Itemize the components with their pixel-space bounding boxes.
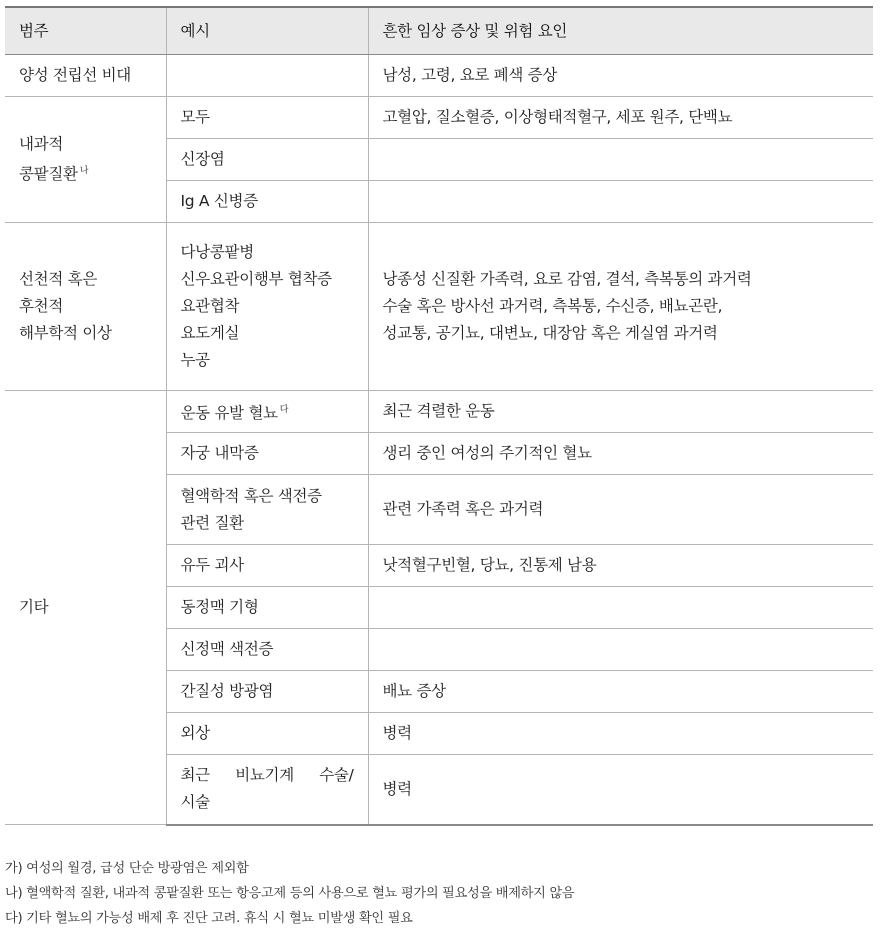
example-cell: 신정맥 색전증 bbox=[166, 629, 368, 671]
header-category: 범주 bbox=[5, 7, 166, 55]
symptom-cell: 남성, 고령, 요로 폐색 증상 bbox=[368, 55, 873, 97]
table-row bbox=[5, 223, 873, 391]
header-example: 예시 bbox=[166, 7, 368, 55]
hematuria-causes-table bbox=[5, 6, 873, 826]
symptom-cell: 병력 bbox=[368, 713, 873, 755]
footnote-ga: 가) 여성의 월경, 급성 단순 방광염은 제외함 bbox=[5, 861, 249, 876]
category-cell bbox=[5, 97, 166, 223]
example-cell bbox=[166, 391, 368, 433]
symptom-cell bbox=[368, 181, 873, 223]
symptom-cell: 배뇨 증상 bbox=[368, 671, 873, 713]
example-cell: 간질성 방광염 bbox=[166, 671, 368, 713]
footnote-da: 다) 기타 혈뇨의 가능성 배제 후 진단 고려. 휴식 시 혈뇨 미발생 확인 필요 bbox=[5, 911, 413, 926]
footnote-na: 나) 혈액학적 질환, 내과적 콩팥질환 또는 항응고제 등의 사용으로 혈뇨 평가의 필요성을 배제하지 않음 bbox=[5, 886, 575, 901]
symptom-cell bbox=[368, 139, 873, 181]
symptom-cell: 병력 bbox=[368, 755, 873, 825]
symptom-cell: 관련 가족력 혹은 과거력 bbox=[368, 475, 873, 545]
example-cell: 외상 bbox=[166, 713, 368, 755]
table-row bbox=[5, 55, 873, 97]
category-cell: 선천적 혹은 후천적 해부학적 이상 bbox=[5, 223, 166, 391]
example-text-line2: 시술 bbox=[180, 793, 210, 812]
example-text-line1: 최근 비뇨기계 수술/ bbox=[180, 766, 354, 785]
example-cell: 혈액학적 혹은 색전증 관련 질환 bbox=[166, 475, 368, 545]
symptom-cell: 낫적혈구빈혈, 당뇨, 진통제 남용 bbox=[368, 545, 873, 587]
category-cell: 양성 전립선 비대 bbox=[5, 55, 166, 97]
symptom-cell: 최근 격렬한 운동 bbox=[368, 391, 873, 433]
category-cell: 기타 bbox=[5, 391, 166, 825]
table-header-row bbox=[5, 7, 873, 55]
footnotes bbox=[5, 856, 574, 931]
header-symptoms: 흔한 임상 증상 및 위험 요인 bbox=[368, 7, 873, 55]
symptom-cell: 낭종성 신질환 가족력, 요로 감염, 결석, 측복통의 과거력 수술 혹은 방사선 과거력, 측복통, 수신증, 배뇨곤란, 성교통, 공기뇨, 대변뇨, 대장암 혹은 게실염 과거력 bbox=[368, 223, 873, 391]
footnote-marker: 다 bbox=[279, 404, 289, 415]
category-text: 내과적 콩팥질환 bbox=[19, 135, 78, 183]
table-row bbox=[5, 391, 873, 433]
example-cell: 자궁 내막증 bbox=[166, 433, 368, 475]
symptom-cell: 생리 중인 여성의 주기적인 혈뇨 bbox=[368, 433, 873, 475]
example-cell: 모두 bbox=[166, 97, 368, 139]
example-cell bbox=[166, 55, 368, 97]
example-cell: 신장염 bbox=[166, 139, 368, 181]
example-cell: 유두 괴사 bbox=[166, 545, 368, 587]
symptom-cell bbox=[368, 629, 873, 671]
table-row bbox=[5, 97, 873, 139]
example-cell: Ig A 신병증 bbox=[166, 181, 368, 223]
footnote-marker: 나 bbox=[79, 166, 89, 176]
example-cell bbox=[166, 755, 368, 825]
example-text: 운동 유발 혈뇨 bbox=[180, 403, 278, 422]
symptom-cell: 고혈압, 질소혈증, 이상형태적혈구, 세포 원주, 단백뇨 bbox=[368, 97, 873, 139]
example-cell: 동정맥 기형 bbox=[166, 587, 368, 629]
example-cell: 다낭콩팥병 신우요관이행부 협착증 요관협착 요도게실 누공 bbox=[166, 223, 368, 391]
symptom-cell bbox=[368, 587, 873, 629]
